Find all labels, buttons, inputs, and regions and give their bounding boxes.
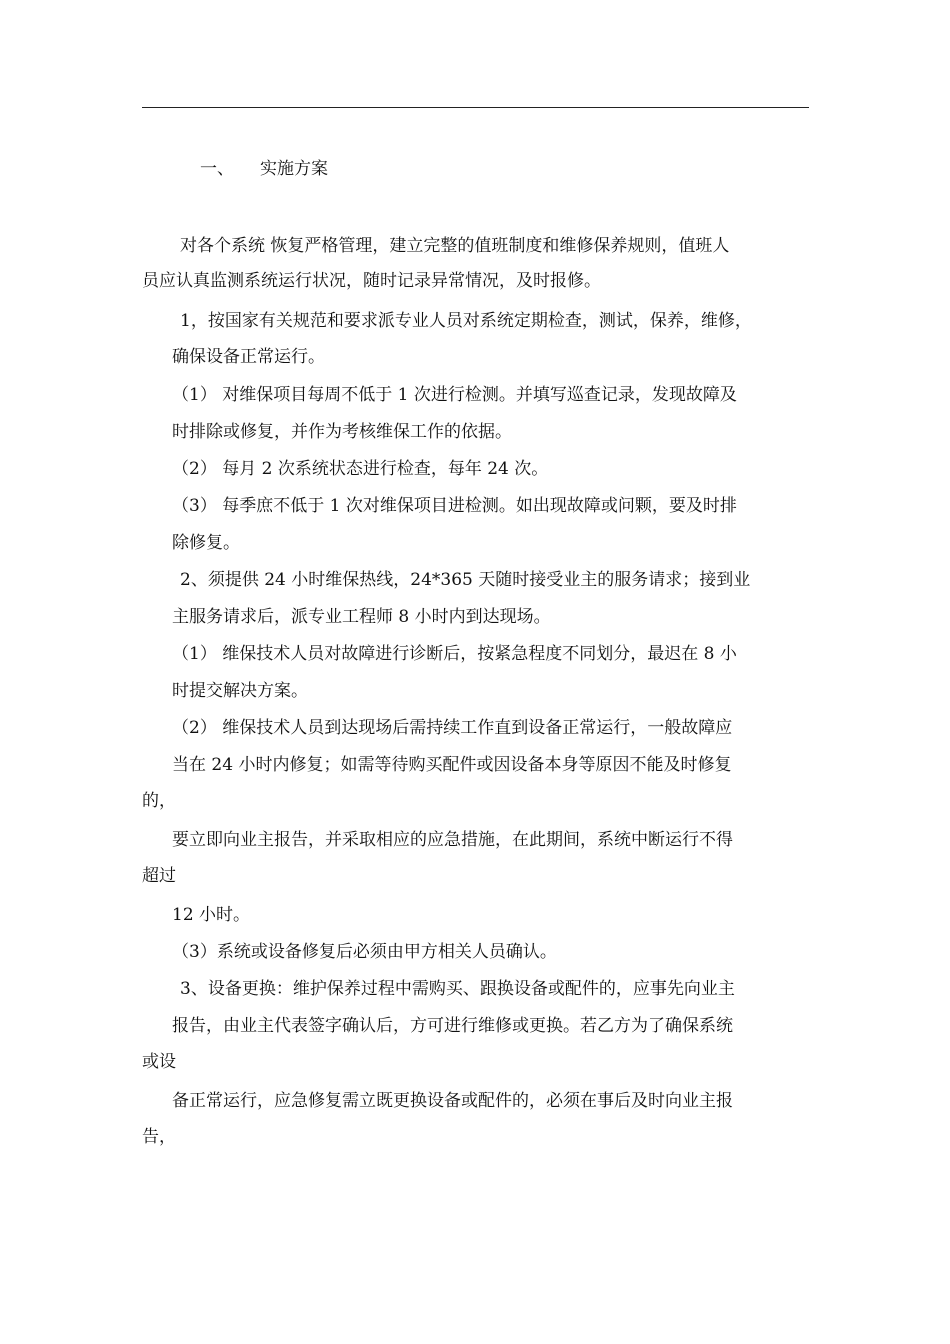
- paragraph-line: 要立即向业主报告，并采取相应的应急措施，在此期间，系统中断运行不得: [172, 830, 733, 850]
- section-heading: [200, 157, 328, 181]
- paragraph-line: 12 小时。: [172, 905, 251, 925]
- paragraph-line: 或设: [142, 1052, 176, 1072]
- paragraph-line: （3）系统或设备修复后必须由甲方相关人员确认。: [172, 942, 557, 962]
- paragraph-line: 备正常运行，应急修复需立既更换设备或配件的，必须在事后及时向业主报: [172, 1091, 733, 1111]
- paragraph-line: 当在 24 小时内修复；如需等待购买配件或因设备本身等原因不能及时修复: [172, 755, 732, 775]
- paragraph-line: 时排除或修复，并作为考核维保工作的依据。: [172, 422, 512, 442]
- section-number: 一、: [200, 159, 234, 179]
- paragraph-line: 除修复。: [172, 533, 240, 553]
- paragraph-line: 2、须提供 24 小时维保热线，24*365 天随时接受业主的服务请求；接到业: [180, 570, 751, 590]
- paragraph-line: （1） 维保技术人员对故障进行诊断后，按紧急程度不同划分，最迟在 8 小: [172, 644, 737, 664]
- paragraph-line: 报告，由业主代表签字确认后，方可进行维修或更换。若乙方为了确保系统: [172, 1016, 733, 1036]
- header-rule: [142, 107, 809, 108]
- paragraph-line: 员应认真监测系统运行状况，随时记录异常情况，及时报修。: [142, 271, 601, 291]
- paragraph-line: （2） 每月 2 次系统状态进行检查，每年 24 次。: [172, 459, 549, 479]
- paragraph-line: 对各个系统 恢复严格管理，建立完整的值班制度和维修保养规则，值班人: [180, 236, 730, 256]
- paragraph-line: （2） 维保技术人员到达现场后需持续工作直到设备正常运行，一般故障应: [172, 718, 733, 738]
- paragraph-line: 确保设备正常运行。: [172, 347, 325, 367]
- paragraph-line: 3、设备更换：维护保养过程中需购买、跟换设备或配件的，应事先向业主: [180, 979, 735, 999]
- paragraph-line: 主服务请求后，派专业工程师 8 小时内到达现场。: [172, 607, 551, 627]
- paragraph-line: （3） 每季庶不低于 1 次对维保项目进检测。如出现故障或问颗，要及时排: [172, 496, 737, 516]
- paragraph-line: 告，: [142, 1127, 176, 1147]
- paragraph-line: 超过: [142, 866, 176, 886]
- paragraph-line: 的，: [142, 791, 176, 811]
- paragraph-line: （1） 对维保项目每周不低于 1 次进行检测。并填写巡查记录，发现故障及: [172, 385, 737, 405]
- paragraph-line: 时提交解决方案。: [172, 681, 308, 701]
- paragraph-line: 1，按国家有关规范和要求派专业人员对系统定期检查，测试，保养，维修，: [180, 311, 752, 331]
- section-title: 实施方案: [260, 159, 328, 179]
